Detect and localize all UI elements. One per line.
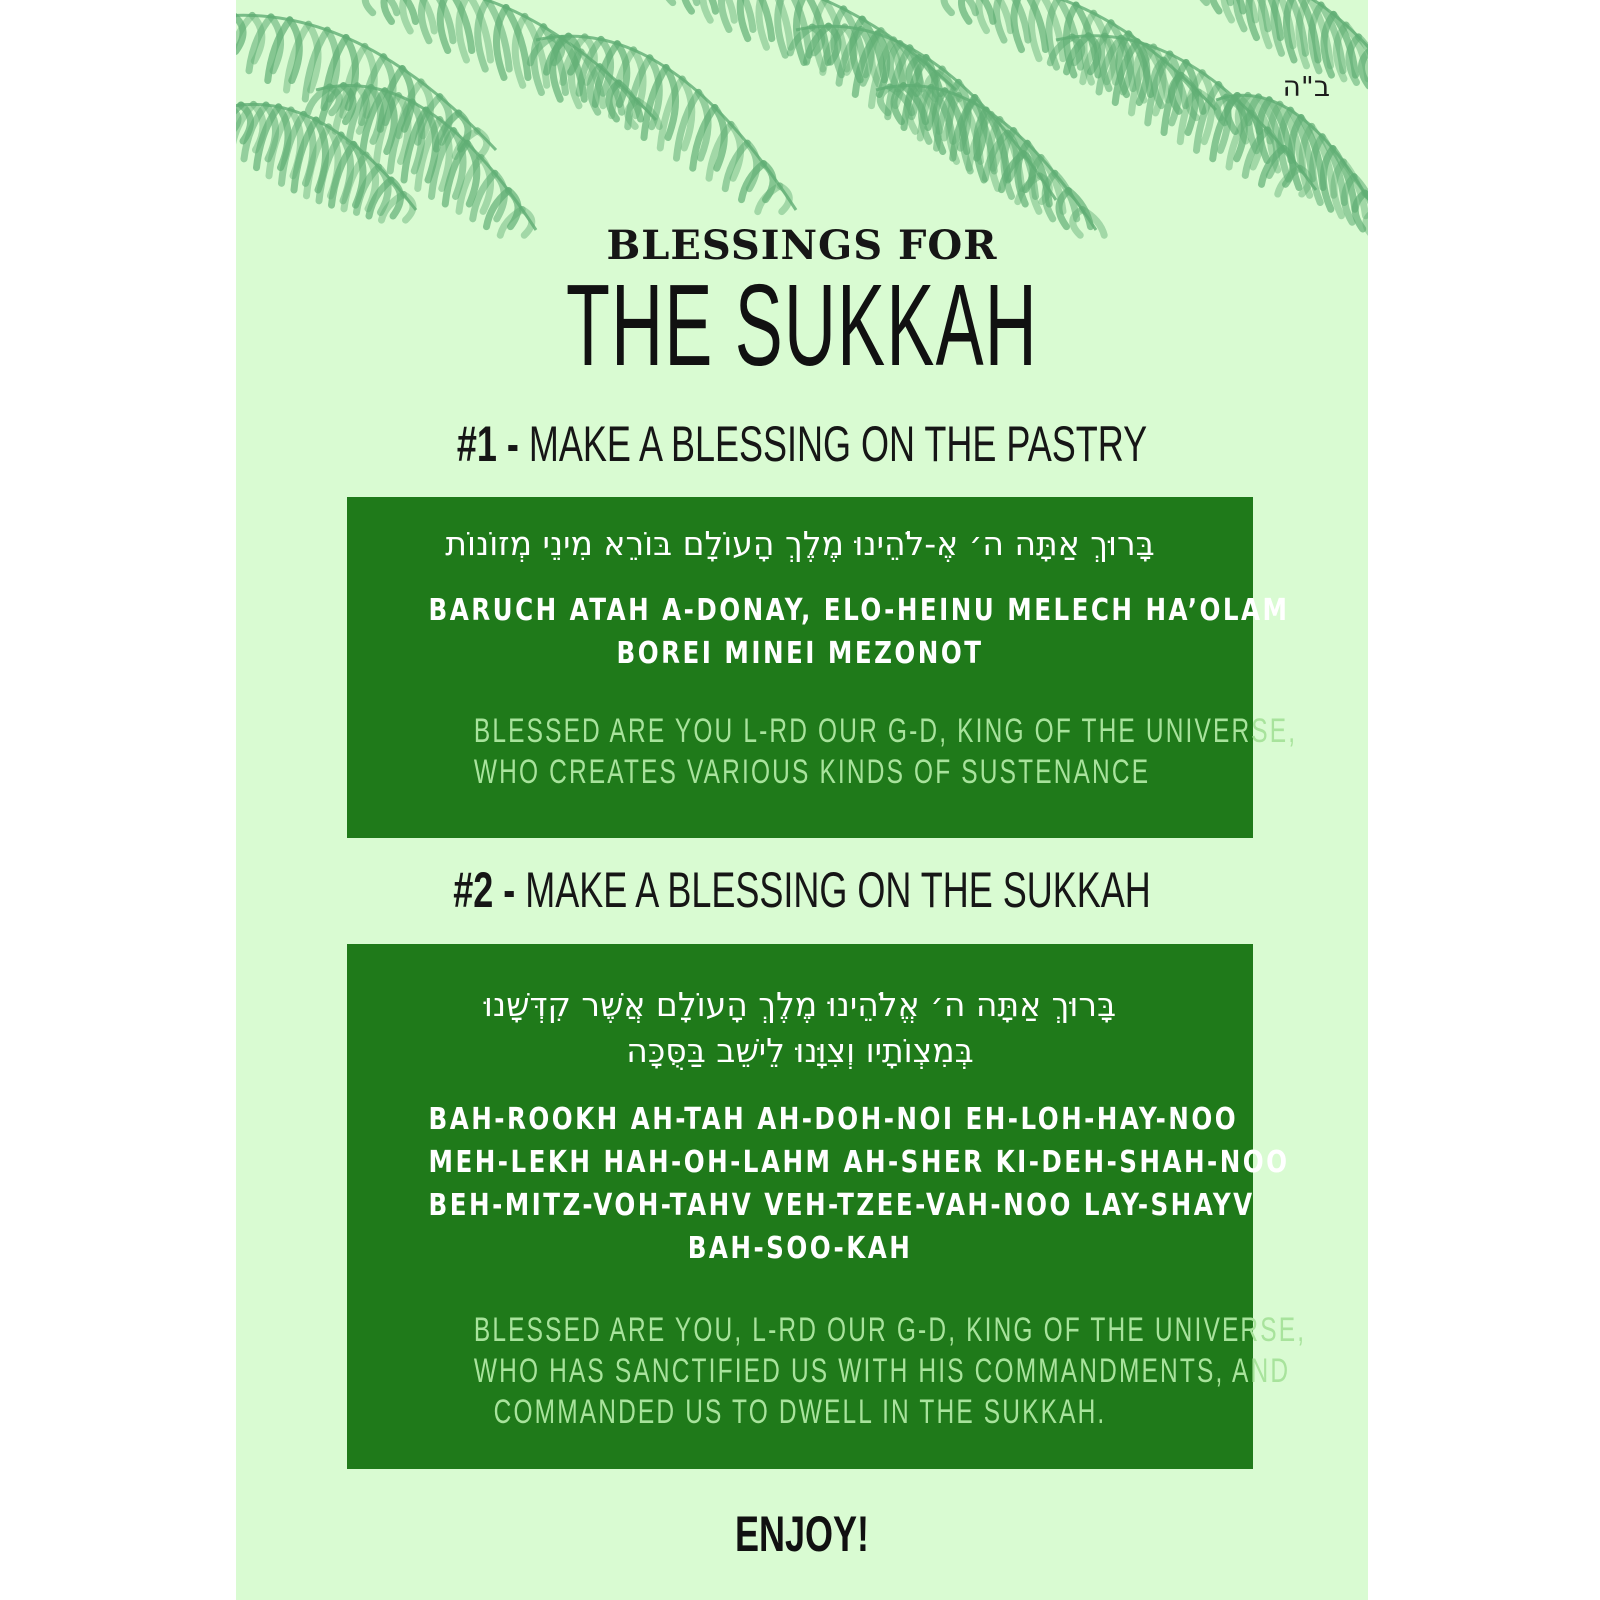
hebrew-line: בְּמִצְוֹתָיו וְצִוָּנוּ לֵישֵׁב בַּסֻּכָּה bbox=[626, 1031, 974, 1070]
palm-leaves-decoration bbox=[236, 0, 1368, 240]
english-line: BLESSED ARE YOU L-RD OUR G-D, KING OF THE UNIVERSE, bbox=[473, 712, 1298, 750]
palm-frond bbox=[1216, 95, 1368, 236]
step-2-heading bbox=[394, 862, 1209, 918]
english-line: WHO HAS SANCTIFIED US WITH HIS COMMANDMENTS, AND bbox=[473, 1352, 1291, 1390]
blessing-1-transliteration bbox=[428, 589, 1290, 675]
blessings-page bbox=[236, 0, 1368, 1600]
blessing-2-box bbox=[347, 944, 1307, 1469]
hebrew-line: בָּרוּךְ אַתָּה ה׳ אֶ-לֹהֵינוּ מֶלֶךְ הָעוֹלָם בּוֹרֵא מִינֵי מְזוֹנוֹת bbox=[445, 524, 1155, 563]
transliteration-line: BAH-SOO-KAH bbox=[687, 1231, 913, 1266]
palm-frond bbox=[530, 36, 796, 212]
transliteration-line: BAH-ROOKH AH-TAH AH-DOH-NOI EH-LOH-HAY-NOO bbox=[428, 1102, 1239, 1137]
transliteration-line: MEH-LEKH HAH-OH-LAHM AH-SHER KI-DEH-SHAH-NOO bbox=[428, 1145, 1290, 1180]
step-2-number: #2 - bbox=[453, 862, 516, 918]
step-1-text: MAKE A BLESSING ON THE PASTRY bbox=[528, 416, 1148, 472]
english-line: BLESSED ARE YOU, L-RD OUR G-D, KING OF THE UNIVERSE, bbox=[473, 1311, 1307, 1349]
step-1-heading bbox=[394, 416, 1209, 472]
bh-mark: ב"ה bbox=[1282, 70, 1330, 103]
step-1-number: #1 - bbox=[456, 416, 519, 472]
transliteration-line: BEH-MITZ-VOH-TAHV VEH-TZEE-VAH-NOO LAY-SHAYV bbox=[428, 1188, 1255, 1223]
title-subheading: BLESSINGS FOR bbox=[606, 222, 998, 269]
english-line: WHO CREATES VARIOUS KINDS OF SUSTENANCE bbox=[473, 753, 1151, 791]
closing-text: ENJOY! bbox=[734, 1506, 870, 1562]
page-title: THE SUKKAH bbox=[566, 260, 1038, 390]
blessing-1-english bbox=[473, 711, 1298, 793]
blessing-2-hebrew bbox=[347, 982, 1253, 1074]
palm-frond bbox=[876, 86, 1104, 236]
step-2-text: MAKE A BLESSING ON THE SUKKAH bbox=[525, 862, 1151, 918]
transliteration-line: BARUCH ATAH A-DONAY, ELO-HEINU MELECH HA’OLAM bbox=[428, 593, 1290, 628]
english-line: COMMANDED US TO DWELL IN THE SUKKAH. bbox=[493, 1393, 1107, 1431]
transliteration-line: BOREI MINEI MEZONOT bbox=[616, 636, 984, 671]
hebrew-line: בָּרוּךְ אַתָּה ה׳ אֱלֹהֵינוּ מֶלֶךְ הָעוֹלָם אֲשֶׁר קִדְּשָׁנוּ bbox=[483, 985, 1117, 1024]
blessing-2-transliteration bbox=[428, 1098, 1290, 1270]
blessing-1-box bbox=[347, 497, 1298, 838]
blessing-1-hebrew bbox=[347, 521, 1253, 567]
blessing-2-english bbox=[473, 1310, 1307, 1433]
